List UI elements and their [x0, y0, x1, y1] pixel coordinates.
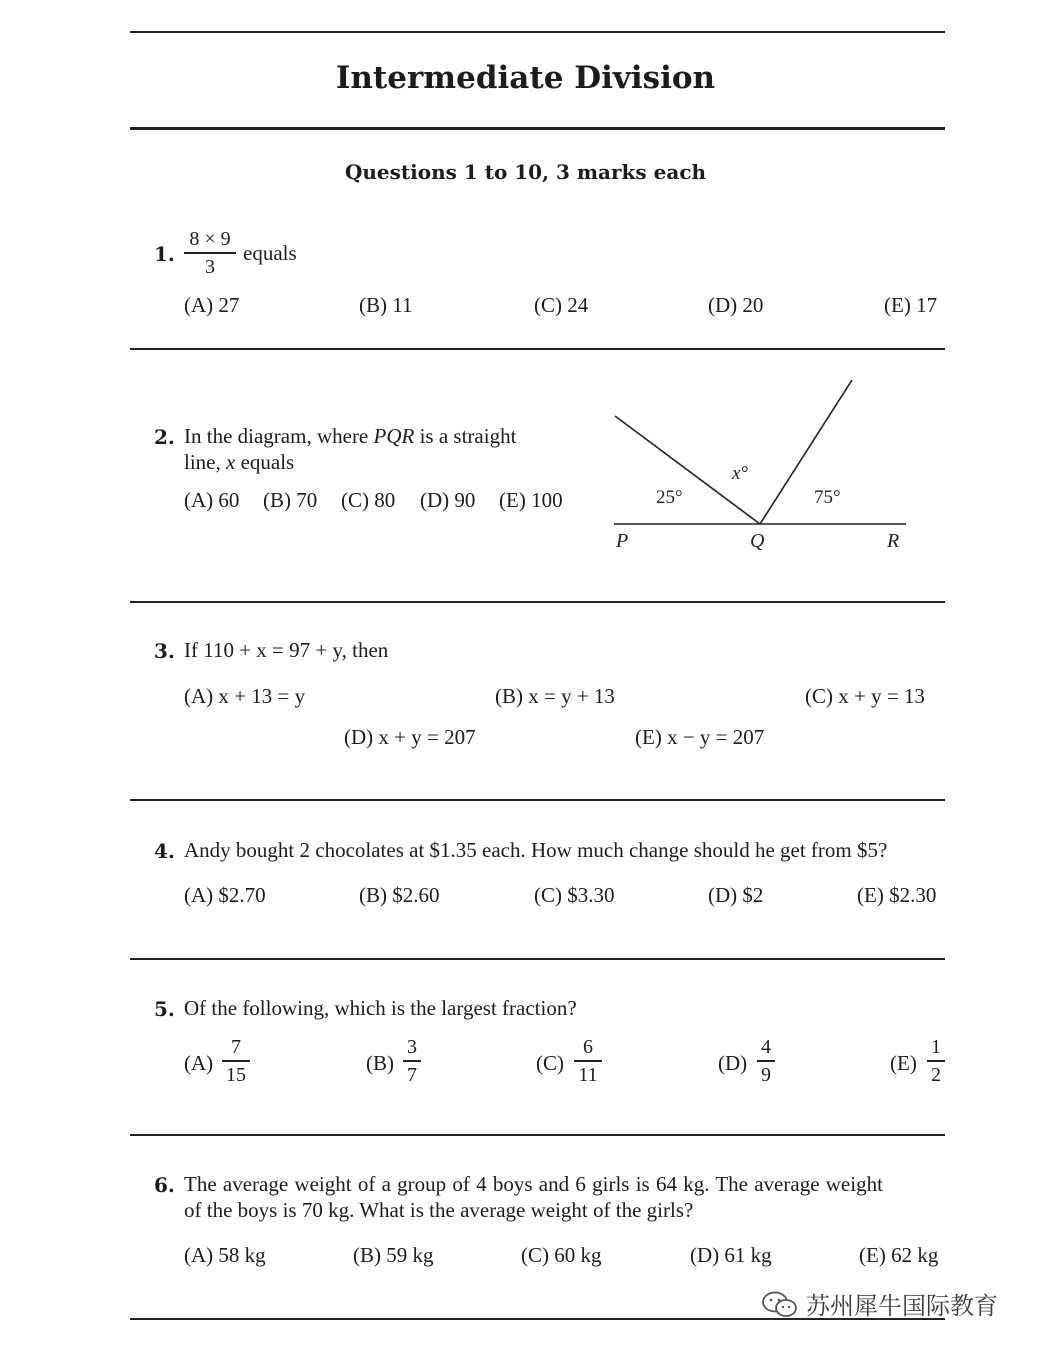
top-rule	[130, 31, 945, 33]
option-d[interactable]: (D) $2	[708, 883, 764, 907]
question-text: Of the following, which is the largest fraction?	[184, 996, 577, 1020]
question-text-line-2: line, x equals	[184, 450, 295, 474]
question-text: equals	[243, 241, 297, 265]
angle-label-left: 25°	[656, 487, 683, 508]
question-number: 3.	[154, 639, 175, 663]
option-e[interactable]: (E) x − y = 207	[635, 725, 765, 749]
point-label-p: P	[616, 530, 629, 552]
option-b[interactable]: (B) x = y + 13	[495, 684, 615, 708]
question-number: 4.	[154, 839, 175, 863]
fraction-denominator: 2	[931, 1063, 941, 1086]
fraction-numerator: 1	[931, 1036, 941, 1058]
option-c[interactable]: (C) 80	[341, 488, 396, 512]
option-e-label[interactable]: (E)	[890, 1051, 917, 1075]
fraction-denominator: 15	[226, 1063, 246, 1086]
option-b-label[interactable]: (B)	[366, 1051, 394, 1075]
option-a[interactable]: (A) x + 13 = y	[184, 684, 306, 708]
page-title: Intermediate Division	[335, 60, 716, 96]
divider-2	[130, 601, 945, 603]
option-d[interactable]: (D) 90	[420, 488, 476, 512]
option-d[interactable]: (D) 20	[708, 293, 764, 317]
option-d-label[interactable]: (D)	[718, 1051, 748, 1075]
option-c[interactable]: (C) 24	[534, 293, 589, 317]
wechat-icon	[760, 1290, 800, 1320]
question-number: 6.	[154, 1173, 175, 1197]
option-a-label[interactable]: (A)	[184, 1051, 214, 1075]
option-a[interactable]: (A) $2.70	[184, 883, 266, 907]
question-number: 5.	[154, 997, 175, 1021]
fraction-denominator: 11	[578, 1063, 598, 1086]
option-d-fraction[interactable]	[757, 1036, 775, 1086]
option-a-fraction[interactable]	[222, 1036, 250, 1086]
question-number: 2.	[154, 425, 175, 449]
watermark-text: 苏州犀牛国际教育	[806, 1292, 998, 1320]
option-e[interactable]: (E) 17	[884, 293, 938, 317]
option-b-fraction[interactable]	[403, 1036, 421, 1086]
fraction-numerator: 6	[583, 1036, 593, 1058]
fraction-numerator: 8 × 9	[189, 228, 231, 250]
fraction-denominator: 9	[761, 1063, 771, 1086]
option-b[interactable]: (B) $2.60	[359, 883, 440, 907]
divider-5	[130, 1134, 945, 1136]
question-number: 1.	[154, 242, 175, 266]
fraction-numerator: 7	[231, 1036, 241, 1058]
question-text: Andy bought 2 chocolates at $1.35 each. How much change should he get from $5?	[184, 838, 888, 862]
option-d[interactable]: (D) 61 kg	[690, 1243, 772, 1267]
option-a[interactable]: (A) 27	[184, 293, 240, 317]
angle-label-right: 75°	[814, 487, 841, 508]
question-text: If 110 + x = 97 + y, then	[184, 638, 389, 662]
question-text-line-2: of the boys is 70 kg. What is the average weight of the girls?	[184, 1198, 694, 1222]
point-label-q: Q	[750, 530, 765, 552]
section-subtitle: Questions 1 to 10, 3 marks each	[344, 160, 707, 184]
point-label-r: R	[887, 530, 900, 552]
fraction-denominator: 3	[205, 255, 215, 278]
option-a[interactable]: (A) 58 kg	[184, 1243, 266, 1267]
fraction-8x9-over-3	[184, 228, 236, 278]
option-e-fraction[interactable]	[927, 1036, 945, 1086]
divider-3	[130, 799, 945, 801]
option-c[interactable]: (C) $3.30	[534, 883, 615, 907]
fraction-denominator: 7	[407, 1063, 417, 1086]
divider-4	[130, 958, 945, 960]
question-text-line-1: The average weight of a group of 4 boys and 6 girls is 64 kg. The average weight	[184, 1172, 883, 1196]
option-b[interactable]: (B) 70	[263, 488, 318, 512]
angle-label-x: x°	[732, 463, 749, 484]
fraction-numerator: 3	[407, 1036, 417, 1058]
angle-diagram	[600, 370, 920, 570]
option-c[interactable]: (C) x + y = 13	[805, 684, 925, 708]
divider-1	[130, 348, 945, 350]
option-c-label[interactable]: (C)	[536, 1051, 564, 1075]
option-a[interactable]: (A) 60	[184, 488, 240, 512]
fraction-numerator: 4	[761, 1036, 771, 1058]
option-d[interactable]: (D) x + y = 207	[344, 725, 476, 749]
question-text-line-1: In the diagram, where PQR is a straight	[184, 424, 517, 448]
option-e[interactable]: (E) 100	[499, 488, 563, 512]
option-e[interactable]: (E) $2.30	[857, 883, 937, 907]
option-c[interactable]: (C) 60 kg	[521, 1243, 602, 1267]
option-b[interactable]: (B) 11	[359, 293, 413, 317]
title-rule	[130, 127, 945, 130]
option-c-fraction[interactable]	[574, 1036, 602, 1086]
option-e[interactable]: (E) 62 kg	[859, 1243, 939, 1267]
option-b[interactable]: (B) 59 kg	[353, 1243, 434, 1267]
